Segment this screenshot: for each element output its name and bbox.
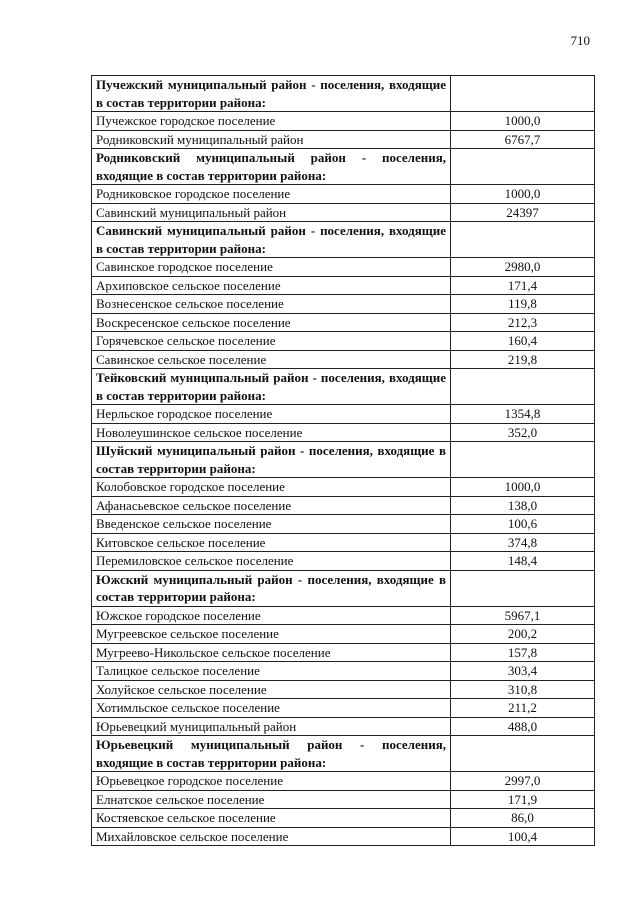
amount-cell: 303,4 [451, 662, 595, 681]
amount-cell [451, 149, 595, 185]
settlement-name-cell: Мугреево-Никольское сельское поселение [92, 643, 451, 662]
amount-cell [451, 570, 595, 606]
table-row [92, 515, 595, 534]
table-row [92, 423, 595, 442]
amount-cell: 171,9 [451, 790, 595, 809]
amount-cell: 100,6 [451, 515, 595, 534]
table-row [92, 332, 595, 351]
section-title-cell: Шуйский муниципальный район - поселения, входящие в состав территории района: [92, 442, 451, 478]
table-row [92, 478, 595, 497]
settlement-name-cell: Савинское сельское поселение [92, 350, 451, 369]
table-body [92, 76, 595, 846]
amount-cell: 119,8 [451, 295, 595, 314]
settlement-name-cell: Афанасьевское сельское поселение [92, 496, 451, 515]
settlement-name-cell: Костяевское сельское поселение [92, 809, 451, 828]
amount-cell: 138,0 [451, 496, 595, 515]
table-row [92, 790, 595, 809]
amount-cell: 6767,7 [451, 130, 595, 149]
settlement-name-cell: Колобовское городское поселение [92, 478, 451, 497]
section-title-cell: Тейковский муниципальный район - поселения, входящие в состав территории района: [92, 369, 451, 405]
table-row [92, 533, 595, 552]
section-title-cell: Родниковский муниципальный район - поселения, входящие в состав территории района: [92, 149, 451, 185]
data-table [91, 75, 595, 846]
amount-cell: 100,4 [451, 827, 595, 846]
table-row [92, 112, 595, 131]
amount-cell: 5967,1 [451, 606, 595, 625]
settlement-name-cell: Китовское сельское поселение [92, 533, 451, 552]
table-row [92, 643, 595, 662]
amount-cell: 2980,0 [451, 258, 595, 277]
amount-cell: 200,2 [451, 625, 595, 644]
amount-cell: 1000,0 [451, 478, 595, 497]
table-row [92, 699, 595, 718]
table-row [92, 405, 595, 424]
amount-cell: 212,3 [451, 313, 595, 332]
settlement-name-cell: Юрьевецкое городское поселение [92, 772, 451, 791]
settlement-name-cell: Перемиловское сельское поселение [92, 552, 451, 571]
settlement-name-cell: Михайловское сельское поселение [92, 827, 451, 846]
amount-cell: 374,8 [451, 533, 595, 552]
amount-cell: 2997,0 [451, 772, 595, 791]
amount-cell: 86,0 [451, 809, 595, 828]
amount-cell: 24397 [451, 203, 595, 222]
table-row [92, 772, 595, 791]
section-header-row [92, 736, 595, 772]
table-row [92, 552, 595, 571]
table-row [92, 606, 595, 625]
table-row [92, 276, 595, 295]
section-header-row [92, 570, 595, 606]
settlement-name-cell: Новолеушинское сельское поселение [92, 423, 451, 442]
amount-cell: 1354,8 [451, 405, 595, 424]
section-header-row [92, 149, 595, 185]
table-row [92, 258, 595, 277]
settlement-name-cell: Родниковский муниципальный район [92, 130, 451, 149]
section-header-row [92, 442, 595, 478]
section-header-row [92, 76, 595, 112]
amount-cell [451, 76, 595, 112]
section-title-cell: Савинский муниципальный район - поселения, входящие в состав территории района: [92, 222, 451, 258]
settlement-name-cell: Южское городское поселение [92, 606, 451, 625]
section-header-row [92, 222, 595, 258]
section-header-row [92, 369, 595, 405]
page-number: 710 [570, 33, 590, 48]
amount-cell: 219,8 [451, 350, 595, 369]
amount-cell: 1000,0 [451, 185, 595, 204]
amount-cell: 160,4 [451, 332, 595, 351]
table-row [92, 295, 595, 314]
settlement-name-cell: Введенское сельское поселение [92, 515, 451, 534]
amount-cell [451, 736, 595, 772]
section-title-cell: Юрьевецкий муниципальный район - поселения, входящие в состав территории района: [92, 736, 451, 772]
amount-cell: 488,0 [451, 717, 595, 736]
amount-cell: 211,2 [451, 699, 595, 718]
settlement-name-cell: Родниковское городское поселение [92, 185, 451, 204]
settlement-name-cell: Савинский муниципальный район [92, 203, 451, 222]
table-row [92, 680, 595, 699]
settlement-name-cell: Пучежское городское поселение [92, 112, 451, 131]
table-row [92, 827, 595, 846]
amount-cell: 1000,0 [451, 112, 595, 131]
amount-cell [451, 222, 595, 258]
section-title-cell: Южский муниципальный район - поселения, входящие в состав территории района: [92, 570, 451, 606]
settlement-name-cell: Холуйское сельское поселение [92, 680, 451, 699]
table-row [92, 662, 595, 681]
table-row [92, 809, 595, 828]
settlement-name-cell: Архиповское сельское поселение [92, 276, 451, 295]
amount-cell [451, 369, 595, 405]
settlement-name-cell: Мугреевское сельское поселение [92, 625, 451, 644]
table-row [92, 496, 595, 515]
settlement-name-cell: Горячевское сельское поселение [92, 332, 451, 351]
amount-cell [451, 442, 595, 478]
settlement-name-cell: Юрьевецкий муниципальный район [92, 717, 451, 736]
amount-cell: 148,4 [451, 552, 595, 571]
section-title-cell: Пучежский муниципальный район - поселения, входящие в состав территории района: [92, 76, 451, 112]
table-row [92, 717, 595, 736]
table-row [92, 130, 595, 149]
settlement-name-cell: Елнатское сельское поселение [92, 790, 451, 809]
table-row [92, 625, 595, 644]
table-row [92, 203, 595, 222]
amount-cell: 310,8 [451, 680, 595, 699]
settlement-name-cell: Нерльское городское поселение [92, 405, 451, 424]
amount-cell: 171,4 [451, 276, 595, 295]
table-row [92, 350, 595, 369]
amount-cell: 157,8 [451, 643, 595, 662]
settlement-name-cell: Вознесенское сельское поселение [92, 295, 451, 314]
settlement-name-cell: Савинское городское поселение [92, 258, 451, 277]
table-row [92, 185, 595, 204]
settlement-name-cell: Воскресенское сельское поселение [92, 313, 451, 332]
settlement-name-cell: Талицкое сельское поселение [92, 662, 451, 681]
amount-cell: 352,0 [451, 423, 595, 442]
table-row [92, 313, 595, 332]
settlement-name-cell: Хотимльское сельское поселение [92, 699, 451, 718]
